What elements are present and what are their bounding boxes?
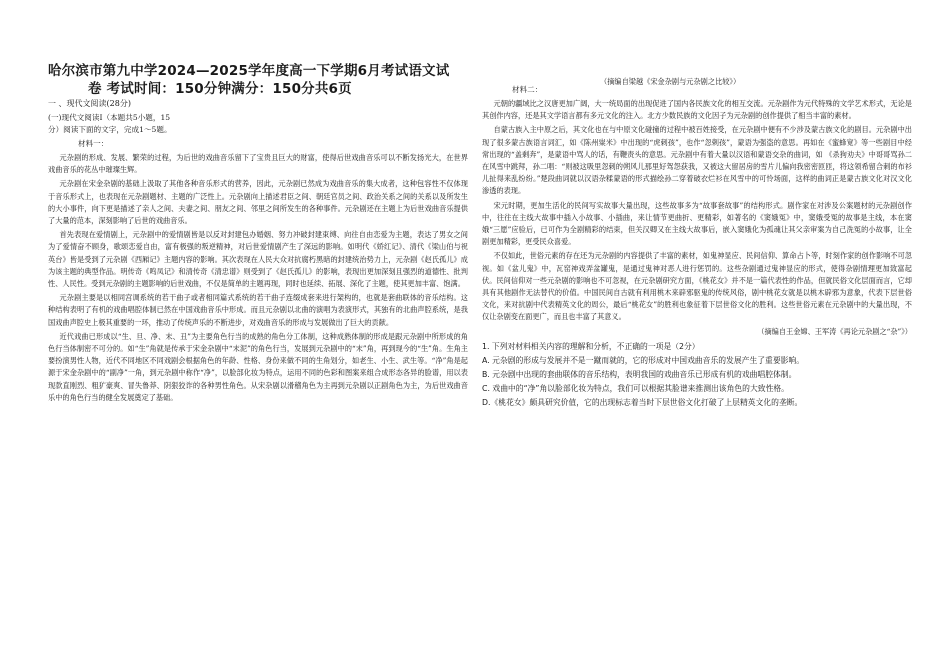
question-1: 1. 下列对材料相关内容的理解和分析，不正确的一项是（2分） [482,341,700,351]
paragraph: 元杂剧在宋金杂剧的基础上汲取了其他各种音乐形式的营养，因此，元杂剧已然成为戏曲音乐的集大成者，这种包容性不仅体现于音乐形式上，也表现在元杂剧题材、主题的广泛性上。元杂剧向上描述君臣之间、朝廷官员之间、政治关系之间的关系以及所发生的大小事件，向下更是描述了亲人之间、夫妻之间、朋友之间、邻里之间所发生的各种事件。元杂剧还在主题上为后世戏曲音乐提供了大量的范本，深刻影响了后世的戏曲音乐。 [48,179,468,226]
paragraph: 元杂剧的形成、发展、繁荣的过程，为后世的戏曲音乐留下了宝贵且巨大的财富，使得后世戏曲音乐可以不断发扬光大，在世界戏曲音乐的花丛中璀璨生辉。 [48,153,468,175]
paragraph: 不仅如此，世俗元素的存在还为元杂剧的内容提供了丰富的素材，如鬼神显应、民间信仰、算命占卜等，时刻作家的创作影响不可忽视。如《盆儿鬼》中，瓦窑神戏弄盆罐鬼，是通过鬼神对恶人进行惩罚的。这些杂剧通过鬼神显应的形式，使得杂剧情理更加致富起伏。民间信仰对一些元杂剧的影响也不可忽视，在元杂剧研究方面，《桃花女》并不是一篇代表性的作品，但就民俗文化层面而言，它却具有其他剧作无法替代的价值。中国民间自古就有利用桃木来辟邪驱鬼的传统风俗，剧中桃花女就是以桃木辟邪为意象，代表下层世俗文化，来对抗剧中代表精英文化的周公，最后“桃花女”的胜利也象征着下层世俗文化的胜利。这些世俗元素在元杂剧中的大量出现，不仅让杂剧变在面更广，而且也丰富了其意义。 [482,251,912,322]
paragraph: 元朝的疆域比之汉唐更加广阔，大一统局面的出现促进了国内各民族文化的相互交流。元杂剧作为元代特殊的文学艺术形式，无论是其创作内容，还是其文学语言都有多元文化的注入。北方少数民族的文化因子为元杂剧的创作提供了相当丰富的素材。 [482,99,912,121]
option-b: B. 元杂剧中出现的套曲联体的音乐结构，表明我国的戏曲音乐已形成有机的戏曲唱腔体制。 [482,369,797,379]
paragraph: 近代戏曲已形成以“生、旦、净、末、丑”为主要角色行当的成熟的角色分工体制，这种成熟体制的形成是跟元杂剧中所形成的角色行当体制密不可分的。如“生”角就是传承于宋金杂剧中“末泥”的角色行当，发展到元杂剧中的“末”角，再到现今的“生”角。生角主要扮演男性人物，近代不同地区不同戏剧会根据角色的年龄、性格、身份来做不同的生角划分，如老生、小生、武生等。“净”角是起源于宋金杂剧中的“副净”一角，到元杂剧中称作“净”，以脸部化妆为特点，运用不同的色彩和图案来组合成形态各异的脸谱，用以表现款直刚烈、粗犷豪爽、冒失鲁莽、阴狠狡诈的各种男性角色。从宋杂剧以滑稽角色为主再到元杂剧以正剧角色为主，为后世戏曲音乐中的角色行当的健全发展奠定了基础。 [48,331,468,402]
paragraph: 元杂剧主要是以相同宫调系统的若干曲子或者相同篇式系统的若干曲子连缀成套来进行架构的，也就是套曲联体的音乐结构。这种结构表明了有机的戏曲唱腔体制已然在中国戏曲音乐中形成。而且元杂剧以北曲的演唱为表演形式，其独有的北曲声腔系统，是我国戏曲声腔史上极其重要的一环，推动了传统声乐的不断进步，对戏曲音乐的形成与发展做出了巨大的贡献。 [48,293,468,327]
subsection-instruction: 分）阅读下面的文字，完成1～5题。 [48,125,172,134]
material-one-source: （摘编自梁越《宋金杂剧与元杂剧之比较》） [600,77,741,86]
exam-title-line2: 卷 考试时间：150分钟满分：150分共6页 [88,81,352,97]
option-a: A. 元杂剧的形成与发展并不是一蹴而就的，它的形成对中国戏曲音乐的发展产生了重要影响。 [482,355,805,365]
option-c: C. 戏曲中的“净”角以脸部化妆为特点，我们可以根据其脸谱来推测出该角色的大致性格。 [482,383,789,393]
exam-title-line1: 哈尔滨市第九中学2024—2025学年度高一下学期6月考试语文试 [48,63,450,79]
section-heading: 一 、现代文阅读(28分) [48,99,131,108]
option-d: D.《桃花女》颇具研究价值，它的出现标志着当时下层世俗文化打破了上层精英文化的垄断。 [482,397,803,407]
subsection-heading: (一)现代文阅读I（本题共5小题，15 [48,113,171,122]
left-column [48,62,468,404]
paragraph: 自蒙古族入主中原之后，其文化也在与中原文化碰撞的过程中被百姓接受，在元杂剧中便有不少涉及蒙古族文化的剧目。元杂剧中出现了很多蒙古族语言词汇，如《陈州粜米》中出现的“虎刺孩”，也作“忽剌孩”，蒙语为强盗的意思。再如在《蜜蜂宽》等一些剧目中经常出现的“盖剩奔”，是蒙语中骂人的话，有鞭责头的意思。元杂剧中有着大量以汉语和蒙语交杂的曲词，如 《杀狗劝夫》中哥哥骂孙二在风雪中跳拜，孙二唱：“则被这吸里忽刺的朔风儿那里好驾怨获我，又被这大留居房的雪片儿偏向我密密匝匝，将这领希留合刺的布衫儿扯得来乱纷纷。”楚段曲词就以汉语杂糅蒙语的形式描绘孙二穿着破衣烂衫在风雪中的可怜场面，这样的曲词正是蒙古族文化对汉文化渗透的表现。 [482,125,912,196]
material-two-label: 材料二： [512,85,543,94]
material-two-source: （摘编自王金嫦、王军涛《再论元杂剧之“杂”》） [757,326,912,336]
right-column [482,72,912,410]
paragraph: 首先表现在爱情剧上，元杂剧中的爱情剧皆是以反对封建包办婚姻、努力冲破封建束缚、向往自由恋爱为主题，表达了男女之间为了爱情奋不顾身，歌颂恋爱自由，富有极强的叛逆精神，对后世爱情剧产生了深远的影响。如明代《娇红记》、清代《梁山伯与祝英台》皆是受到了元杂剧《西厢记》主题内容的影响。其次表现在人民大众对抗腐朽黑暗的封建统治势力上，元杂剧《赵氏孤儿》成为该主题的典型作品。明传奇《鸣凤记》和清传奇《清忠谱》则受到了《赵氏孤儿》的影响，表现出更加深刻且强烈的道德性、批判性、人民性。受到元杂剧的主题影响的后世戏曲，不仅是简单的主题再现，同时也延续、拓展、深化了主题，使其更加丰富、饱满。 [48,230,468,289]
paragraph: 宋元时期，更加生活化的民间写实故事大量出现，这些故事多为“故事套故事”的结构形式。剧作家在对涉及公案题材的元杂剧创作中，往往在主线大故事中插入小故事、小插曲，来让情节更曲折、更精彩，如著名的《窦娥冤》中，窦娥受冤的故事是主线，本在窦娥“三愿”应验后，已可作为全剧精彩的结束，但关汉卿又在主线大故事后，嵌入窦娥化为孤魂让其父亲审案为自己洗冤的小故事，让全剧更加精彩，更受民众喜爱。 [482,200,912,247]
material-one-label: 材料一： [78,139,109,148]
